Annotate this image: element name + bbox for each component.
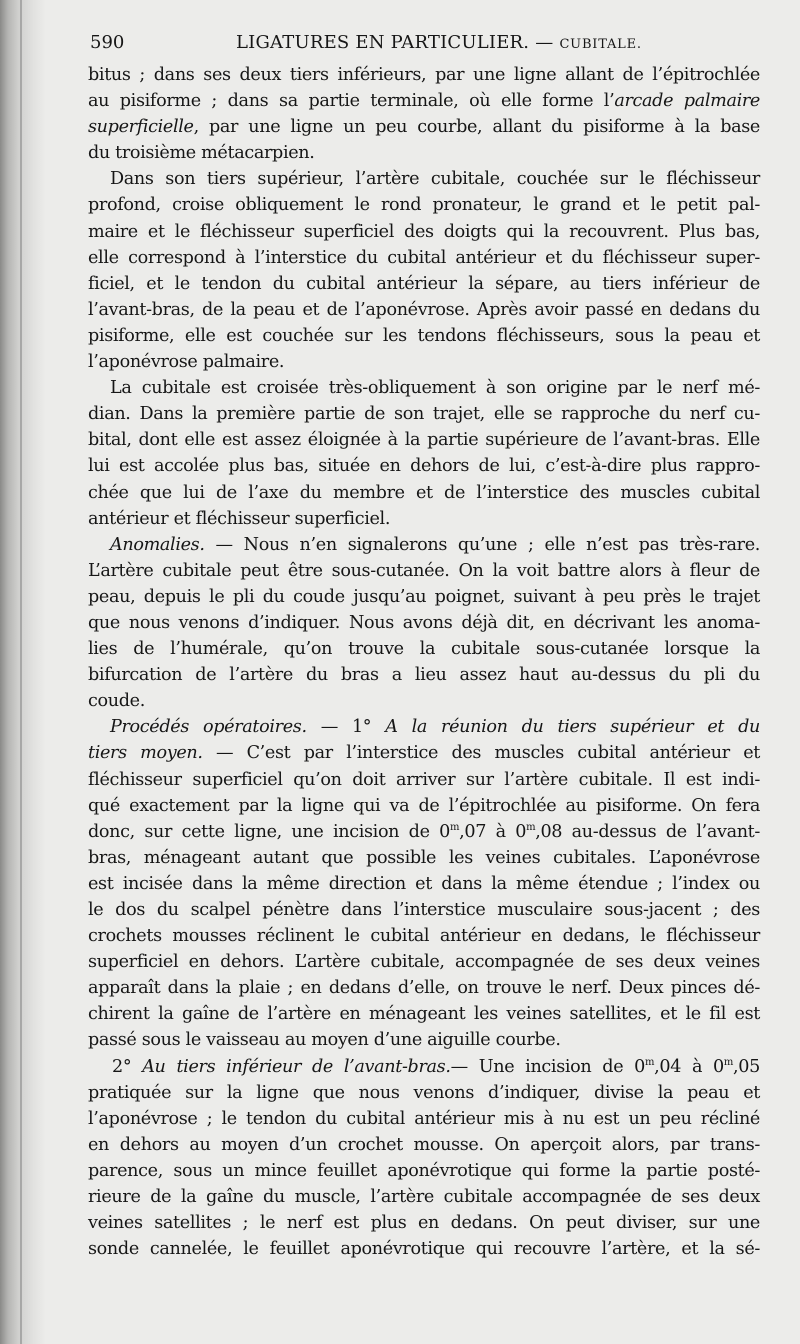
text-line: sonde cannelée, le feuillet aponévrotique qui recouvre l’artère, et la sé- [88, 1239, 760, 1260]
paragraph [88, 166, 760, 375]
text-run: — C’est par l’interstice des muscles cubital antérieur et [202, 743, 760, 764]
text-line: crochets mousses réclinent le cubital antérieur en dedans, le fléchisseur [88, 926, 760, 947]
text-line: lui est accolée plus bas, située en dehors de lui, c’est-à-dire plus rappro- [88, 456, 760, 477]
text-line: antérieur et fléchisseur superficiel. [88, 508, 391, 529]
text-run: ,04 à 0 [654, 1056, 724, 1077]
text-line: ficiel, et le tendon du cubital antérieur la sépare, au tiers inférieur de [88, 273, 760, 294]
text-line: elle correspond à l’interstice du cubital antérieur et du fléchisseur super- [88, 247, 760, 268]
text-line: passé sous le vaisseau au moyen d’une aiguille courbe. [88, 1030, 561, 1051]
text-line: profond, croise obliquement le rond pronateur, le grand et le petit pal- [88, 195, 760, 216]
text-line: dian. Dans la première partie de son trajet, elle se rapproche du nerf cu- [88, 404, 760, 425]
text-line: superficiel en dehors. L’artère cubitale, accompagnée de ses deux veines [88, 952, 760, 973]
text-line: rieure de la gaîne du muscle, l’artère cubitale accompagnée de ses deux [88, 1187, 760, 1208]
text-line: parence, sous un mince feuillet aponévrotique qui forme la partie posté- [88, 1160, 760, 1181]
text-run: 2° [112, 1056, 143, 1077]
paragraph [88, 532, 760, 715]
unit-superscript: m [526, 821, 536, 833]
italic-term: arcade palmaire [614, 91, 760, 112]
text-run: — Nous n’en signalerons qu’une ; elle n’est pas très-rare. [204, 534, 760, 555]
text-line: bitus ; dans ses deux tiers inférieurs, par une ligne allant de l’épitrochlée [88, 65, 760, 85]
text-line: le dos du scalpel pénètre dans l’interstice musculaire sous-jacent ; des [88, 900, 760, 920]
text-line: du troisième métacarpien. [88, 143, 315, 164]
running-header [88, 30, 760, 62]
page-text-block [88, 30, 760, 1262]
unit-superscript: m [645, 1056, 655, 1068]
text-line: fléchisseur superficiel qu’on doit arriver sur l’artère cubitale. Il est indi- [88, 769, 760, 790]
italic-heading: Anomalies. [110, 534, 205, 555]
text-line: chirent la gaîne de l’artère en ménageant les veines satellites, et le fil est [88, 1004, 760, 1025]
text-line: peau, depuis le pli du coude jusqu’au poignet, suivant à peu près le trajet [88, 586, 760, 607]
paragraph [88, 375, 760, 532]
text-line [88, 819, 760, 845]
text-line: Dans son tiers supérieur, l’artère cubitale, couchée sur le fléchisseur [110, 169, 760, 190]
text-line: La cubitale est croisée très-obliquement à son origine par le nerf mé- [110, 378, 760, 399]
text-line: pratiquée sur la ligne que nous venons d’indiquer, divise la peau et [88, 1082, 760, 1103]
text-line: maire et le fléchisseur superficiel des doigts qui la recouvrent. Plus bas, [88, 221, 760, 242]
text-line [88, 88, 760, 114]
italic-subheading: A la réunion du tiers supérieur et du [385, 717, 761, 738]
text-run: ,05 [733, 1056, 760, 1077]
paragraph [88, 1054, 760, 1263]
running-section: CUBITALE. [559, 37, 642, 52]
text-line: l’avant-bras, de la peau et de l’aponévrose. Après avoir passé en dedans du [88, 299, 760, 320]
text-line: l’aponévrose palmaire. [88, 352, 285, 373]
paragraph [88, 62, 760, 166]
text-run: — Une incision de 0 [450, 1056, 646, 1077]
text-line: bras, ménageant autant que possible les veines cubitales. L’aponévrose [88, 847, 760, 868]
text-line: apparaît dans la plaie ; en dedans d’elle, on trouve le nerf. Deux pinces dé- [88, 978, 760, 999]
text-run: donc, sur cette ligne, une incision de 0 [88, 821, 450, 842]
text-line [88, 714, 760, 740]
text-line: bifurcation de l’artère du bras a lieu assez haut au-dessus du pli du [88, 665, 760, 686]
text-line: coude. [88, 691, 145, 712]
text-line [88, 740, 760, 766]
text-run: au pisiforme ; dans sa partie terminale, où elle forme l’ [88, 91, 615, 112]
book-spine-shadow [0, 0, 46, 1344]
unit-superscript: m [723, 1056, 734, 1068]
text-line: L’artère cubitale peut être sous-cutanée. On la voit battre alors à fleur de [88, 560, 760, 581]
italic-term: superficielle [88, 117, 194, 138]
text-line: l’aponévrose ; le tendon du cubital antérieur mis à nu est un peu récliné [88, 1108, 760, 1129]
text-line: en dehors au moyen d’un crochet mousse. On aperçoit alors, par trans- [88, 1134, 760, 1155]
text-run: ,08 au-dessus de l’avant- [535, 821, 760, 842]
text-line: veines satellites ; le nerf est plus en dedans. On peut diviser, sur une [88, 1213, 760, 1234]
text-line: bital, dont elle est assez éloignée à la partie supérieure de l’avant-bras. Elle [88, 430, 760, 451]
italic-subheading: tiers moyen. [88, 743, 203, 764]
header-dash: — [535, 32, 554, 53]
text-line: est incisée dans la même direction et dans la même étendue ; l’index ou [88, 873, 760, 894]
paragraph [88, 714, 760, 1053]
text-line: chée que lui de l’axe du membre et de l’interstice des muscles cubital [88, 482, 760, 503]
unit-superscript: m [450, 821, 460, 833]
text-line: qué exactement par la ligne qui va de l’épitrochlée au pisiforme. On fera [88, 795, 760, 816]
italic-heading: Procédés opératoires. [110, 717, 307, 738]
text-line: que nous venons d’indiquer. Nous avons déjà dit, en décrivant les anoma- [88, 612, 760, 633]
text-run: — 1° [306, 717, 386, 738]
text-line [88, 532, 760, 558]
running-title-text: LIGATURES EN PARTICULIER. [236, 32, 530, 53]
text-line: lies de l’humérale, qu’on trouve la cubitale sous-cutanée lorsque la [88, 639, 760, 660]
text-run: , par une ligne un peu courbe, allant du pisiforme à la base [193, 117, 760, 138]
text-line [88, 114, 760, 140]
text-run: ,07 à 0 [459, 821, 527, 842]
text-line: pisiforme, elle est couchée sur les tendons fléchisseurs, sous la peau et [88, 325, 760, 346]
page-number: 590 [90, 32, 125, 53]
running-title [236, 32, 642, 53]
text-line [88, 1054, 760, 1080]
italic-subheading: Au tiers inférieur de l’avant-bras. [142, 1056, 451, 1077]
